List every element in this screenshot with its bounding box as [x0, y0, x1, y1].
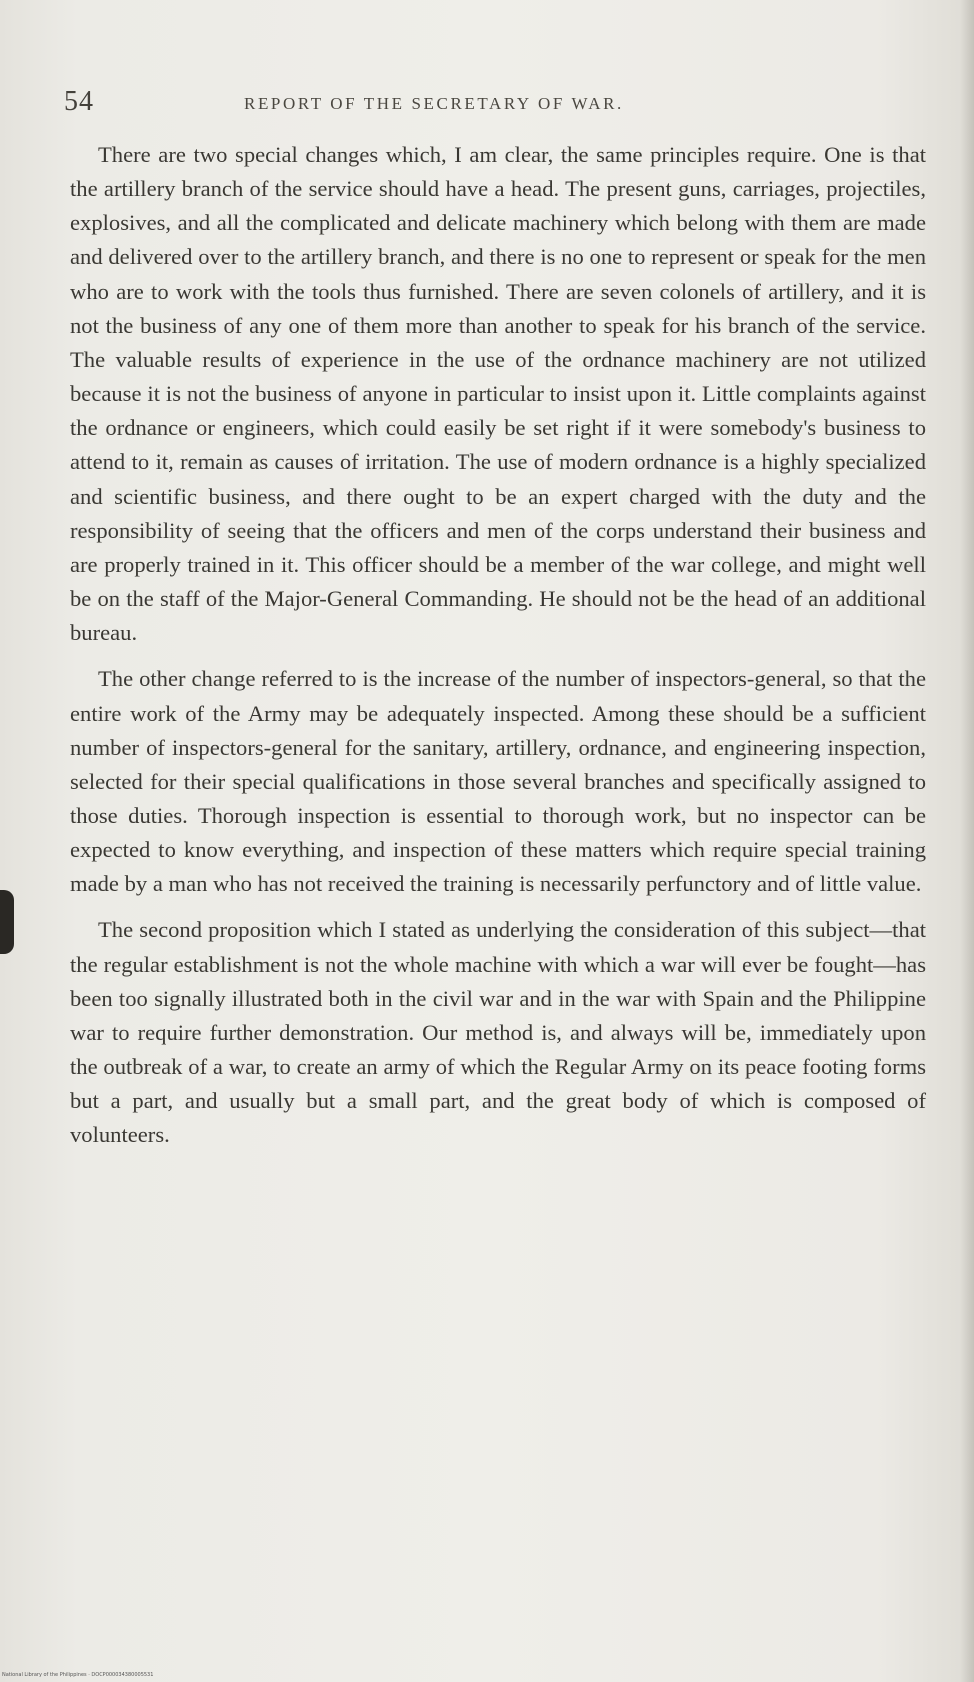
body-text [70, 138, 926, 1165]
paragraph-artillery-head: There are two special changes which, I am clear, the same principles require. One is that the artillery branch of the service should have a head. The present guns, carriages, projectiles, explosives, and all the complicated and delicate machinery which belong with them are made and delivered over to the artillery branch, and there is no one to represent or speak for the men who are to work with the tools thus furnished. There are seven colonels of artillery, and it is not the business of any one of them more than another to speak for his branch of the service. The valuable results of experience in the use of the ordnance machinery are not utilized because it is not the business of anyone in particular to insist upon it. Little complaints against the ordnance or engineers, which could easily be set right if it were somebody's business to attend to it, remain as causes of irritation. The use of modern ordnance is a highly specialized and scientific business, and there ought to be an expert charged with the duty and the responsibility of seeing that the officers and men of the corps understand their business and are properly trained in it. This officer should be a member of the war college, and might well be on the staff of the Major-General Commanding. He should not be the head of an additional bureau. [70, 142, 926, 646]
page-number: 54 [64, 86, 94, 117]
page-edge-shadow [960, 0, 974, 1682]
running-head [64, 86, 932, 126]
scan-credit: National Library of the Philippines · DOCP000034380005531 [2, 1672, 154, 1678]
running-title: REPORT OF THE SECRETARY OF WAR. [244, 94, 624, 113]
margin-ink-stain [0, 890, 14, 954]
paragraph-second-proposition: The second proposition which I stated as underlying the consideration of this subject—that the regular establishment is not the whole machine with which a war will ever be fought—has been too signally illustrated both in the civil war and in the war with Spain and the Philippine war to require further demonstration. Our method is, and always will be, immediately upon the outbreak of a war, to create an army of which the Regular Army on its peace footing forms but a part, and usually but a small part, and the great body of which is composed of volunteers. [70, 917, 926, 1148]
paragraph-inspectors-general: The other change referred to is the increase of the number of inspectors-general, so that the entire work of the Army may be adequately inspected. Among these should be a sufficient number of inspectors-general for the sanitary, artillery, ordnance, and engineering inspection, selected for their special qualifications in those several branches and specifically assigned to those duties. Thorough inspection is essential to thorough work, but no inspector can be expected to know everything, and inspection of these matters which require special training made by a man who has not received the training is necessarily perfunctory and of little value. [70, 666, 926, 897]
